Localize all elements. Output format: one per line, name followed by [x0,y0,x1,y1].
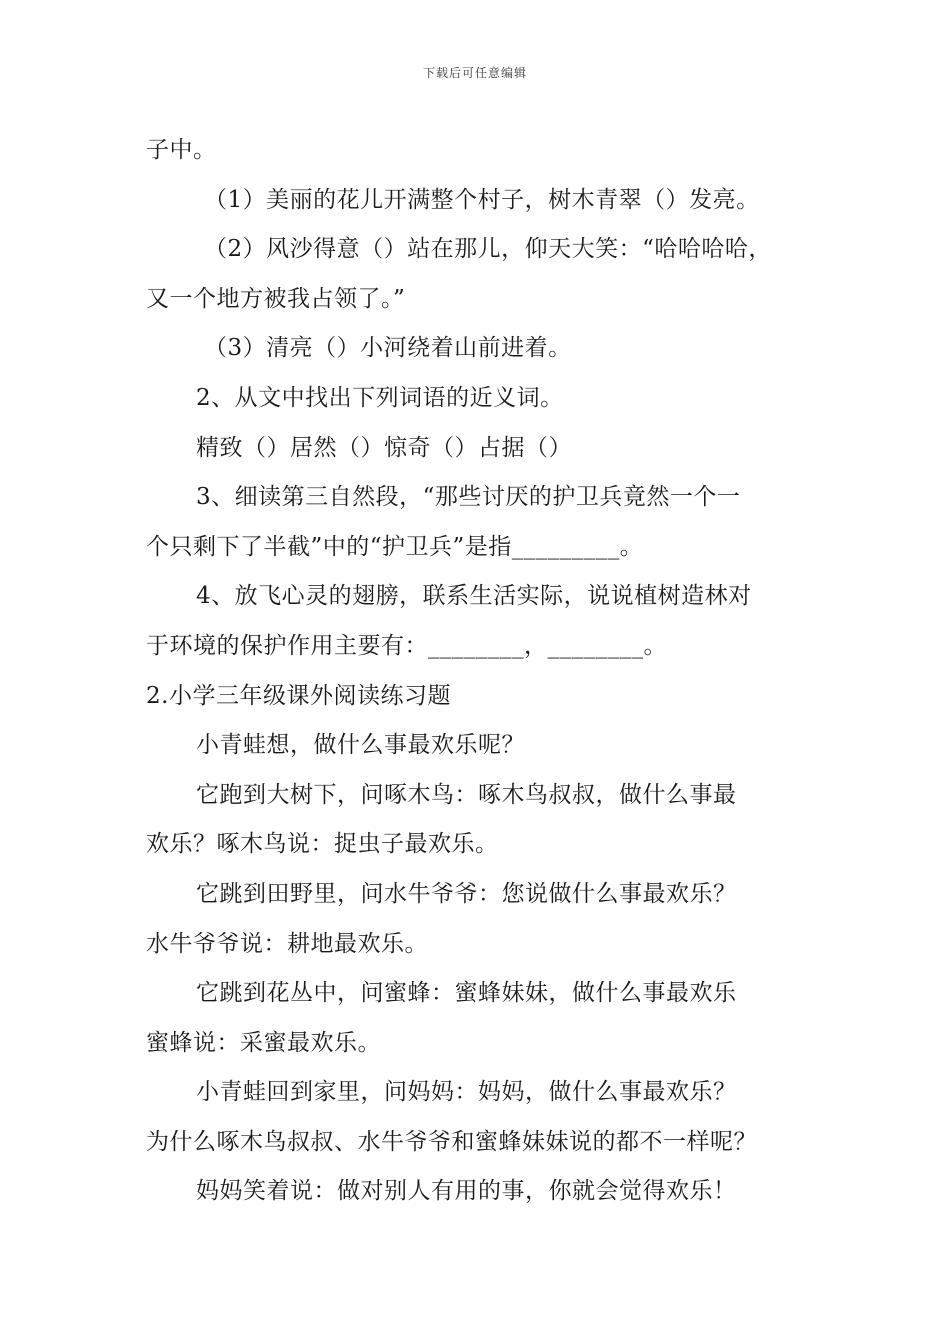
question-item: （3）清亮（）小河绕着山前进着。 [204,335,572,362]
page-header: 下载后可任意编辑 [422,66,527,80]
text-line: 蜜蜂说：采蜜最欢乐。 [146,1029,381,1056]
question-heading: 3、细读第三自然段，“那些讨厌的护卫兵竟然一个一 [196,484,741,511]
text-line: 欢乐？啄木鸟说：捉虫子最欢乐。 [146,831,499,858]
question-item: （2）风沙得意（）站在那儿，仰天大笑：“哈哈哈哈， [204,236,772,263]
question-heading: 2、从文中找出下列词语的近义词。 [196,384,564,411]
text-line: 又一个地方被我占领了。” [146,285,406,312]
text-line: 于环境的保护作用主要有：________，________。 [146,632,667,659]
section-title: 2.小学三年级课外阅读练习题 [146,682,451,709]
question-heading: 4、放飞心灵的翅膀，联系生活实际，说说植树造林对 [196,583,752,610]
story-paragraph: 它跳到田野里，问水牛爷爷：您说做什么事最欢乐？ [196,880,737,907]
story-paragraph: 它跑到大树下，问啄木鸟：啄木鸟叔叔，做什么事最 [196,781,737,808]
text-line: 精致（）居然（）惊奇（）占据（） [196,434,572,461]
question-item: （1）美丽的花儿开满整个村子，树木青翠（）发亮。 [204,186,760,213]
text-line: 个只剩下了半截”中的“护卫兵”是指_________。 [146,533,644,560]
story-paragraph: 它跳到花丛中，问蜜蜂：蜜蜂妹妹，做什么事最欢乐 [196,980,737,1007]
text-line: 水牛爷爷说：耕地最欢乐。 [146,930,428,957]
story-paragraph: 小青蛙想，做什么事最欢乐呢？ [196,732,525,759]
story-paragraph: 妈妈笑着说：做对别人有用的事，你就会觉得欢乐！ [196,1178,737,1205]
text-line: 子中。 [146,137,217,163]
document-body [146,126,826,1217]
story-paragraph: 小青蛙回到家里，问妈妈：妈妈，做什么事最欢乐？ [196,1079,737,1106]
text-line: 为什么啄木鸟叔叔、水牛爷爷和蜜蜂妹妹说的都不一样呢？ [146,1128,757,1155]
